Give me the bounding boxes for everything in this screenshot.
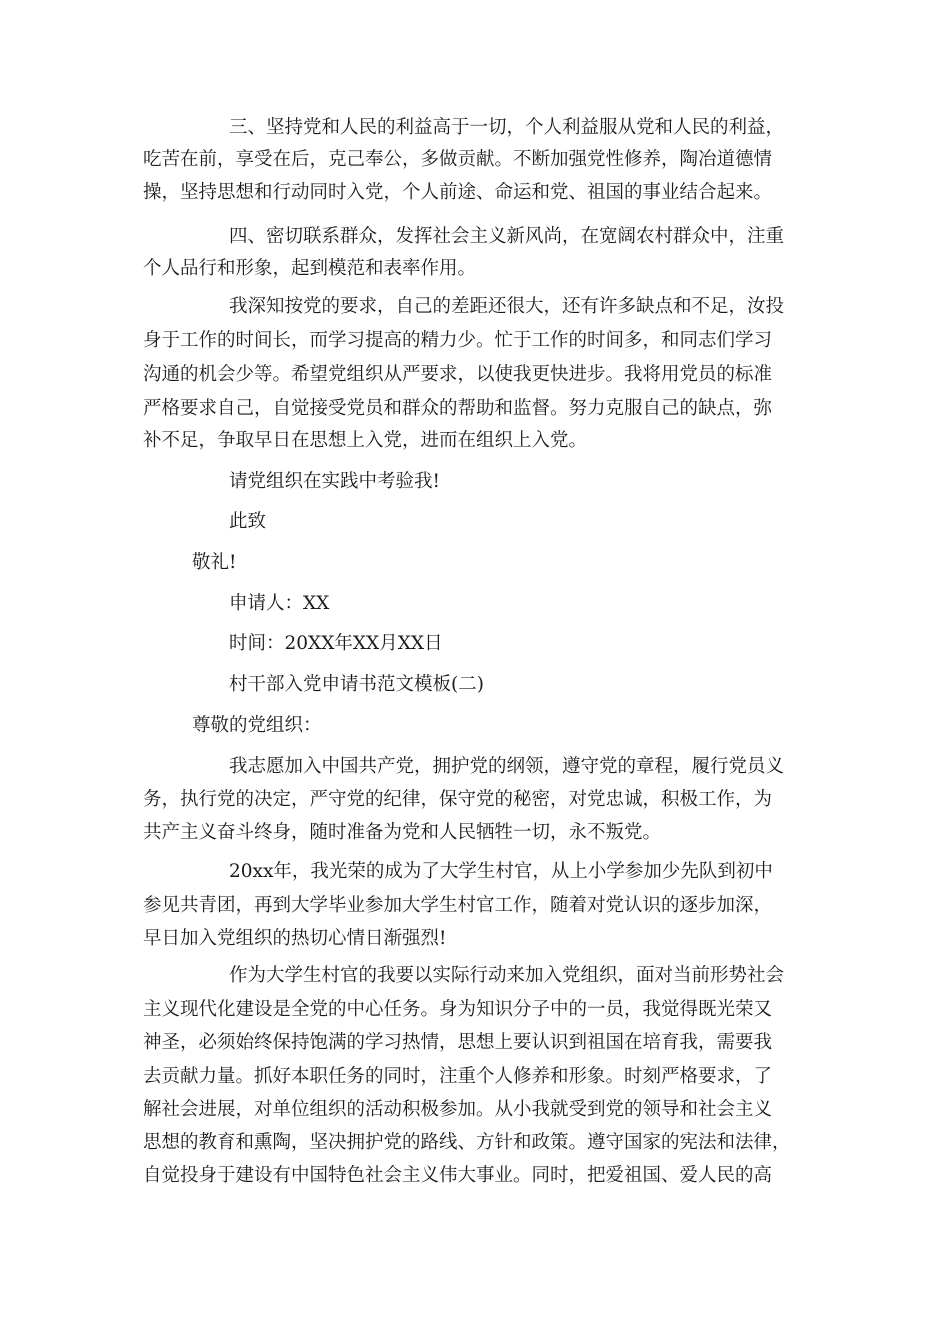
paragraph-line: 严格要求自己，自觉接受党员和群众的帮助和监督。努力克服自己的缺点，弥 xyxy=(143,398,773,419)
paragraph-line: 吃苦在前，享受在后，克己奉公，多做贡献。不断加强党性修养，陶冶道德情 xyxy=(143,149,773,170)
paragraph-line: 思想的教育和熏陶，坚决拥护党的路线、方针和政策。遵守国家的宪法和法律， xyxy=(143,1132,791,1153)
salutation-cizhi: 此致 xyxy=(229,511,267,532)
applicant-line: 申请人：XX xyxy=(229,593,330,614)
paragraph-line: 参见共青团，再到大学毕业参加大学生村官工作，随着对党认识的逐步加深， xyxy=(143,895,773,916)
paragraph-line: 作为大学生村官的我要以实际行动来加入党组织，面对当前形势社会 xyxy=(229,965,785,986)
paragraph-line: 四、密切联系群众，发挥社会主义新风尚，在宽阔农村群众中，注重 xyxy=(229,226,785,247)
paragraph-line: 早日加入党组织的热切心情日渐强烈! xyxy=(143,928,447,949)
paragraph-line: 我深知按党的要求，自己的差距还很大，还有许多缺点和不足，汝投 xyxy=(229,296,785,317)
greeting-line: 尊敬的党组织： xyxy=(192,715,322,736)
paragraph-line: 个人品行和形象，起到模范和表率作用。 xyxy=(143,258,477,279)
paragraph-line: 神圣，必须始终保持饱满的学习热情，思想上要认识到祖国在培育我，需要我 xyxy=(143,1032,773,1053)
date-line: 时间：20XX年XX月XX日 xyxy=(229,633,443,654)
paragraph-line: 20xx年，我光荣的成为了大学生村官，从上小学参加少先队到初中 xyxy=(229,861,773,882)
paragraph-line: 共产主义奋斗终身，随时准备为党和人民牺牲一切，永不叛党。 xyxy=(143,822,662,843)
paragraph-line: 主义现代化建设是全党的中心任务。身为知识分子中的一员，我觉得既光荣又 xyxy=(143,999,773,1020)
paragraph-line: 沟通的机会少等。希望党组织从严要求，以使我更快进步。我将用党员的标准 xyxy=(143,364,773,385)
paragraph-line: 去贡献力量。抓好本职任务的同时，注重个人修养和形象。时刻严格要求，了 xyxy=(143,1066,773,1087)
salutation-jingli: 敬礼! xyxy=(192,552,237,573)
paragraph-line: 操，坚持思想和行动同时入党，个人前途、命运和党、祖国的事业结合起来。 xyxy=(143,182,773,203)
paragraph-line: 自觉投身于建设有中国特色社会主义伟大事业。同时，把爱祖国、爱人民的高 xyxy=(143,1165,773,1186)
paragraph-line: 三、坚持党和人民的利益高于一切，个人利益服从党和人民的利益， xyxy=(229,117,785,138)
paragraph-line: 我志愿加入中国共产党，拥护党的纲领，遵守党的章程，履行党员义 xyxy=(229,756,785,777)
paragraph-line: 补不足，争取早日在思想上入党，进而在组织上入党。 xyxy=(143,430,588,451)
closing-request: 请党组织在实践中考验我! xyxy=(229,471,440,492)
section-title: 村干部入党申请书范文模板(二) xyxy=(229,674,484,695)
paragraph-line: 解社会进展，对单位组织的活动积极参加。从小我就受到党的领导和社会主义 xyxy=(143,1099,773,1120)
paragraph-line: 身于工作的时间长，而学习提高的精力少。忙于工作的时间多，和同志们学习 xyxy=(143,330,773,351)
paragraph-line: 务，执行党的决定，严守党的纪律，保守党的秘密，对党忠诚，积极工作，为 xyxy=(143,789,773,810)
